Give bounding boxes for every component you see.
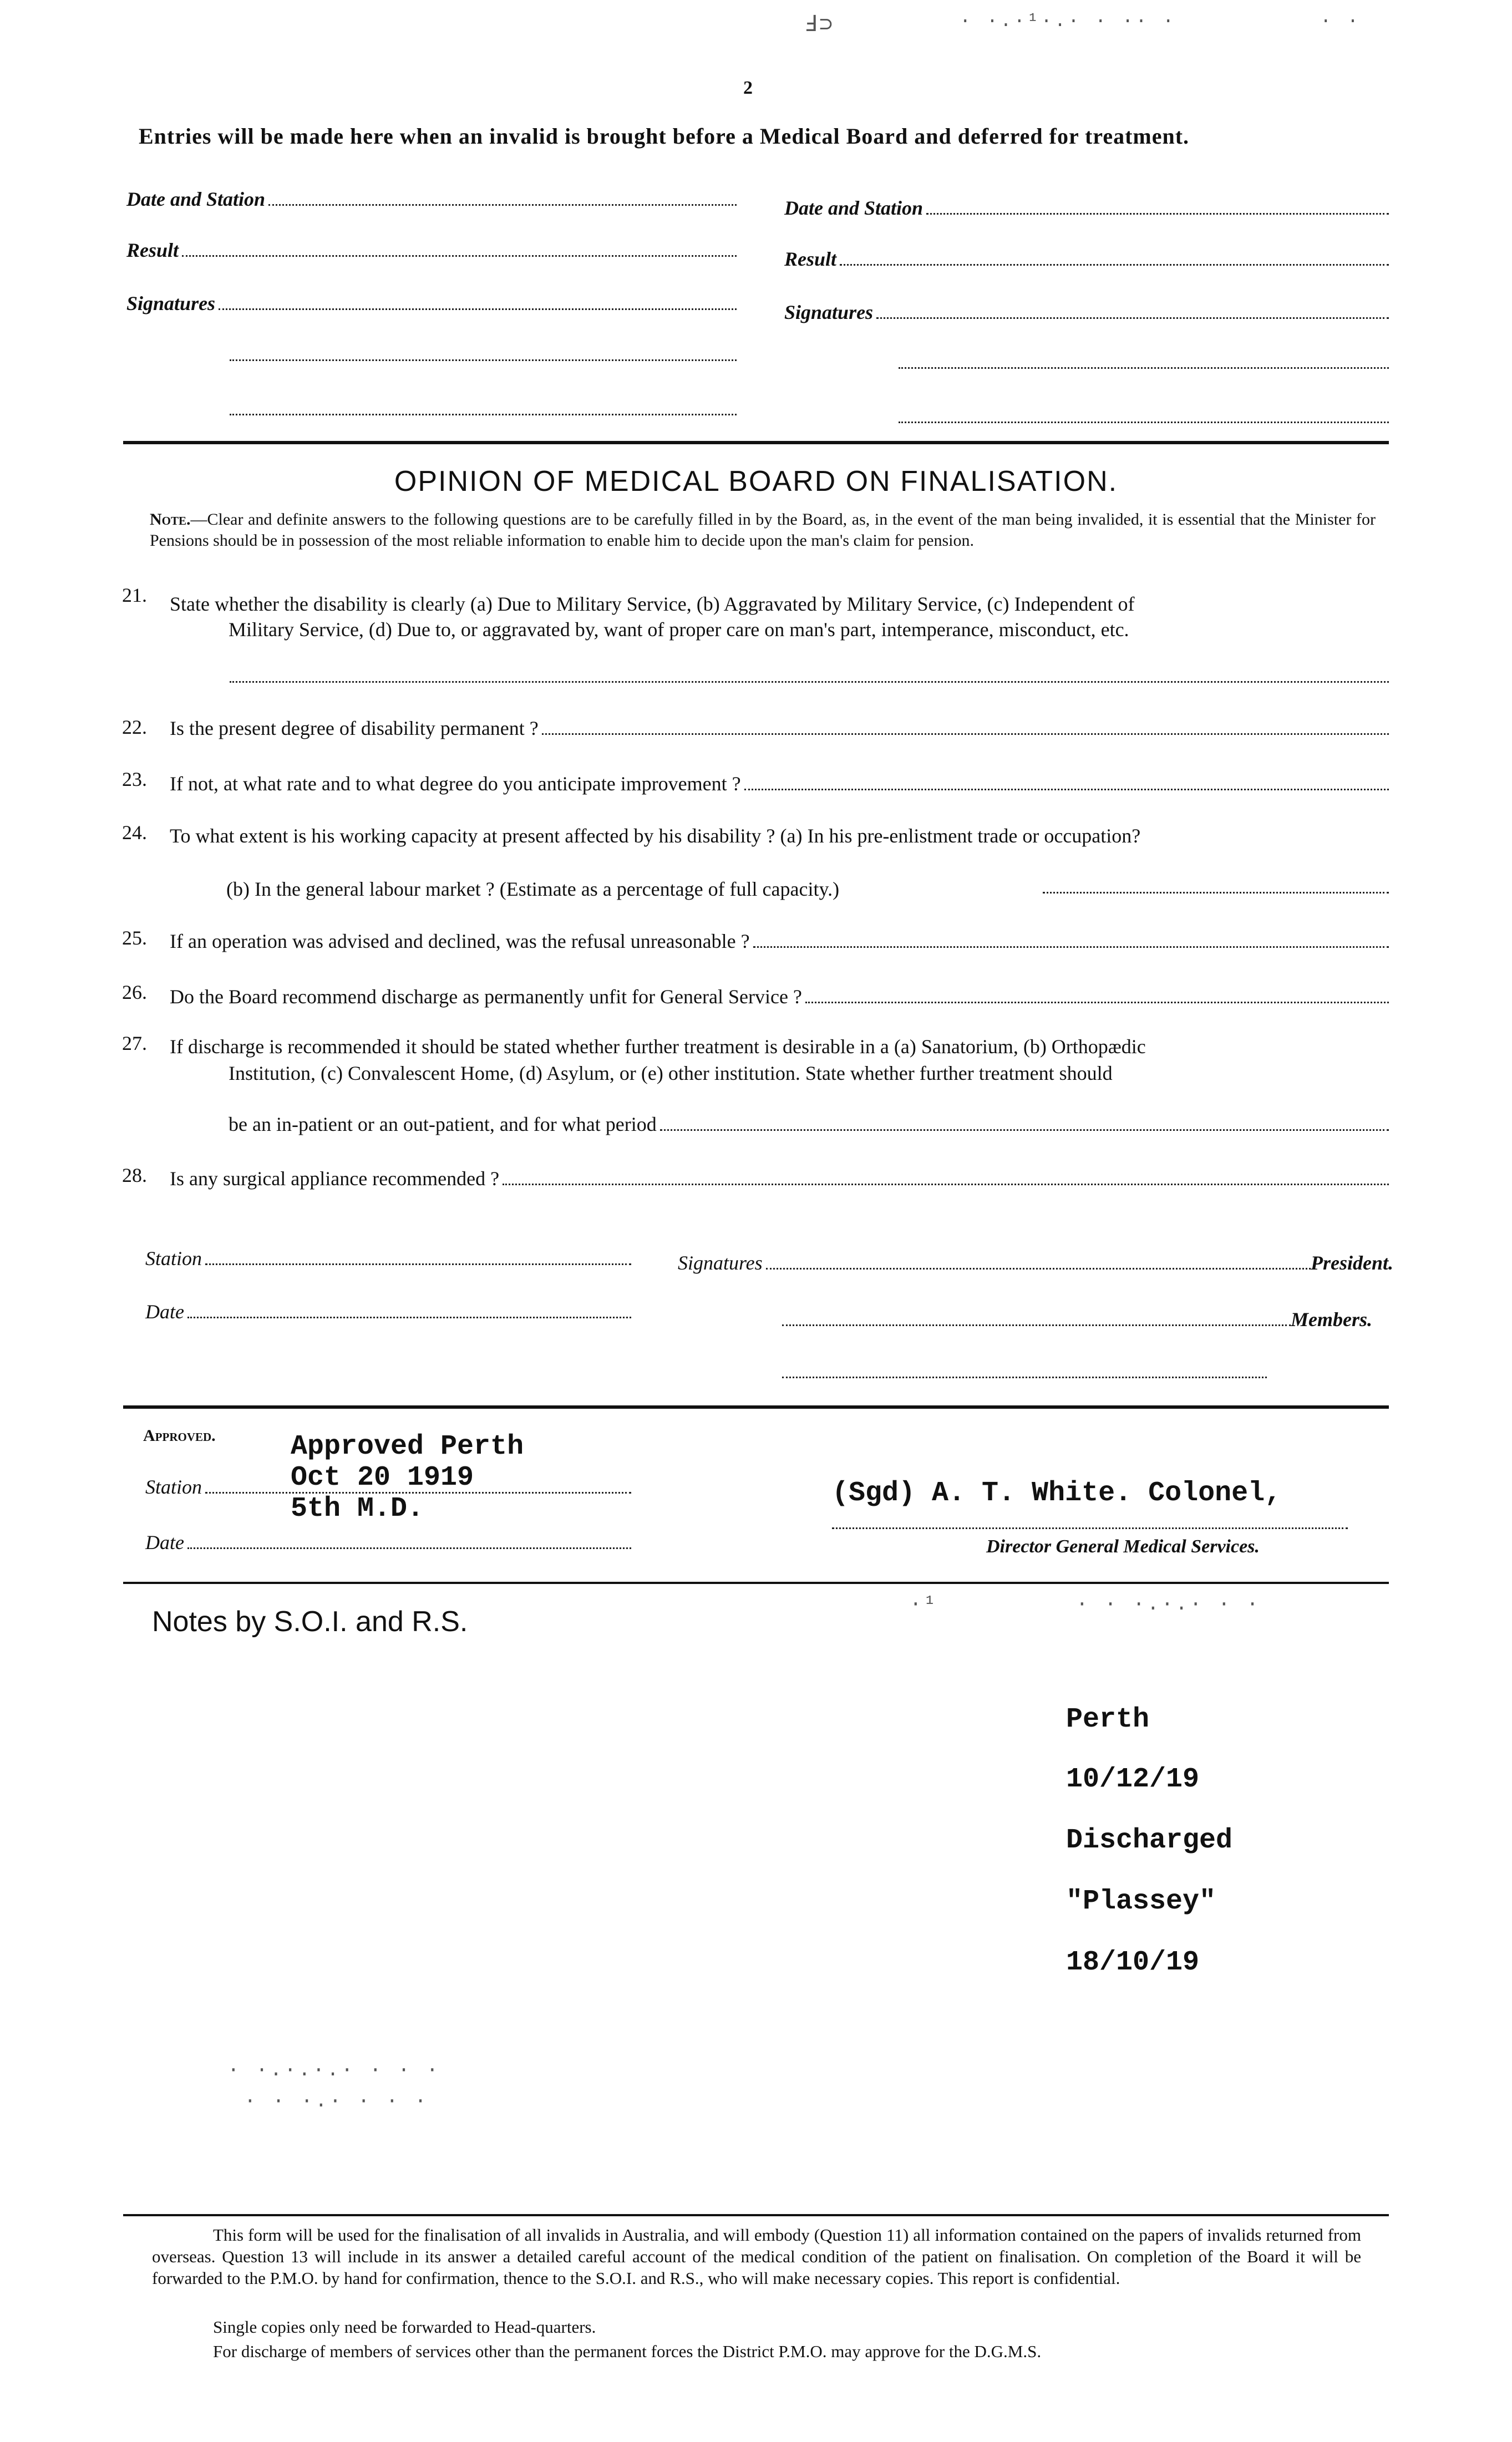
date-station-field-left[interactable] — [126, 187, 737, 211]
approval-signature: (Sgd) A. T. White. Colonel, — [832, 1478, 1282, 1509]
q25-text: If an operation was advised and declined, was the refusal unreasonable ? — [170, 930, 750, 952]
field-label: Date and Station — [126, 188, 266, 210]
section-divider — [123, 1582, 1389, 1584]
approval-stamp-line3: 5th M.D. — [291, 1493, 424, 1525]
board-date-field[interactable] — [145, 1300, 631, 1323]
finalisation-note — [150, 509, 1376, 551]
field-label: Signatures — [126, 292, 216, 314]
q27-text-line2: Institution, (c) Convalescent Home, (d) Asylum, or (e) other institution. State whether further treatment should — [229, 1062, 1113, 1084]
result-field-right[interactable] — [784, 247, 1389, 271]
note-label: Note. — [150, 510, 191, 529]
q27-text-line1: If discharge is recommended it should be stated whether further treatment is desirable in a (a) Sanatorium, (b) Orthopædic — [170, 1035, 1146, 1058]
field-label: Station — [145, 1247, 202, 1270]
question-number: 22. — [122, 716, 147, 738]
bleed-through-mark: · · — [1320, 11, 1361, 32]
result-field-left[interactable] — [126, 238, 737, 262]
approval-title: Director General Medical Services. — [986, 1536, 1260, 1557]
members-label: Members. — [1291, 1308, 1372, 1331]
field-label: Signatures — [678, 1252, 763, 1274]
q22-text: Is the present degree of disability permanent ? — [170, 717, 539, 739]
field-label: Result — [784, 248, 837, 270]
q28-field[interactable] — [170, 1167, 1389, 1190]
signature-line[interactable] — [899, 422, 1389, 423]
footer-paragraph: This form will be used for the finalisation of all invalids in Australia, and will embody (Question 11) all information contained on the papers of invalids returned from overseas. Question 13 will include in its answer a detailed careful account of the medical condition of the patient on finalisation. On completion of the Board it will be forwarded to the P.M.O. by hand for confirmation, thence to the S.O.I. and R.S., who will make necessary copies. This report is confidential. — [152, 2225, 1361, 2288]
dotted-line — [187, 1531, 631, 1549]
signatures-field-left[interactable] — [126, 292, 737, 315]
approval-stamp-line1: Approved Perth — [291, 1431, 524, 1463]
bleed-through-mark: · ·.·.·.· · · · — [227, 2059, 441, 2081]
q23-text: If not, at what rate and to what degree do you anticipate improvement ? — [170, 773, 741, 795]
signature-line[interactable] — [230, 359, 737, 361]
field-label: Result — [126, 239, 179, 261]
member-signature-line[interactable] — [782, 1377, 1267, 1378]
bleed-through-mark: · · ·.· · · · — [244, 2090, 429, 2113]
q26-field[interactable] — [170, 985, 1389, 1008]
notes-line: Discharged — [1066, 1825, 1233, 1856]
board-station-field[interactable] — [145, 1247, 631, 1270]
approved-label: Approved. — [143, 1426, 216, 1445]
q23-field[interactable] — [170, 772, 1389, 795]
section-divider — [123, 441, 1389, 444]
field-label: Station — [145, 1476, 202, 1498]
bleed-through-mark: ·¹ — [910, 1593, 938, 1616]
dotted-line — [660, 1113, 1389, 1131]
notes-line: 10/12/19 — [1066, 1764, 1200, 1795]
dotted-line — [542, 717, 1389, 735]
field-label: Date and Station — [784, 197, 924, 219]
dotted-line — [926, 196, 1389, 215]
dotted-line — [782, 1308, 1291, 1326]
deferred-intro: Entries will be made here when an invalid is brought before a Medical Board and deferred for treatment. — [139, 124, 1190, 149]
signature-line[interactable] — [899, 367, 1389, 369]
approval-date-field[interactable] — [145, 1531, 631, 1554]
footer-paragraph: Single copies only need be forwarded to Head-quarters. — [213, 2317, 596, 2337]
section-divider — [123, 1405, 1389, 1409]
page-number: 2 — [743, 78, 753, 98]
dotted-line — [187, 1300, 631, 1318]
q22-field[interactable] — [170, 717, 1389, 740]
field-label: Signatures — [784, 301, 874, 323]
question-number: 21. — [122, 584, 147, 606]
q28-text: Is any surgical appliance recommended ? — [170, 1167, 500, 1190]
q24-answer-line[interactable] — [1043, 892, 1389, 893]
question-number: 27. — [122, 1032, 147, 1054]
dotted-line — [205, 1247, 631, 1265]
dotted-line — [840, 247, 1389, 266]
note-text: —Clear and definite answers to the following questions are to be carefully filled in by the Board, as, in the event of the man being invalided, it is essential that the Minister for Pensions should be in possession of the most reliable information to enable him to decide upon the man's claim for pension. — [150, 510, 1376, 550]
signatures-field-right[interactable] — [784, 301, 1389, 324]
footer-paragraph: For discharge of members of services other than the permanent forces the District P.M.O. may approve for the D.G.M.S. — [213, 2342, 1042, 2361]
notes-line: "Plassey" — [1066, 1886, 1216, 1917]
notes-heading: Notes by S.O.I. and R.S. — [152, 1606, 468, 1638]
question-number: 23. — [122, 768, 147, 790]
q24-text-line1: To what extent is his working capacity at present affected by his disability ? (a) In his pre-enlistment trade or occupation? — [170, 825, 1141, 847]
dotted-line — [766, 1251, 1311, 1270]
q21-text-line2: Military Service, (d) Due to, or aggravated by, want of proper care on man's part, intemperance, misconduct, etc. — [229, 618, 1129, 641]
finalisation-heading: OPINION OF MEDICAL BOARD ON FINALISATION. — [394, 465, 1118, 497]
question-number: 25. — [122, 927, 147, 949]
notes-line: 18/10/19 — [1066, 1947, 1200, 1978]
dotted-line — [503, 1167, 1389, 1185]
signature-line[interactable] — [230, 414, 737, 415]
field-label: Date — [145, 1531, 184, 1553]
bleed-through-mark: · · ·.·.· · · — [1076, 1593, 1261, 1616]
bleed-through-mark: Ⅎ⊃ — [804, 13, 835, 38]
dotted-line — [219, 292, 737, 310]
approval-stamp-line2: Oct 20 1919 — [291, 1462, 474, 1494]
q21-text-line1: State whether the disability is clearly (a) Due to Military Service, (b) Aggravated by Military Service, (c) Independent of — [170, 593, 1135, 615]
date-station-field-right[interactable] — [784, 196, 1389, 220]
bleed-through-mark: · ·.·¹·.· · ·· · — [960, 11, 1176, 32]
approval-signature-line[interactable] — [832, 1527, 1348, 1529]
dotted-line — [876, 301, 1389, 319]
q25-field[interactable] — [170, 930, 1389, 953]
q21-answer-line[interactable] — [230, 681, 1389, 683]
q26-text: Do the Board recommend discharge as permanently unfit for General Service ? — [170, 986, 802, 1008]
q27-text-line3: be an in-patient or an out-patient, and for what period — [229, 1113, 657, 1135]
question-number: 24. — [122, 821, 147, 844]
dotted-line — [182, 238, 737, 257]
dotted-line — [753, 930, 1389, 948]
board-members-field[interactable] — [782, 1308, 1372, 1331]
field-label: Date — [145, 1301, 184, 1323]
dotted-line — [268, 187, 737, 206]
notes-line: Perth — [1066, 1704, 1150, 1735]
q27-field[interactable] — [229, 1113, 1389, 1136]
q24-text-line2: (b) In the general labour market ? (Estimate as a percentage of full capacity.) — [226, 878, 840, 900]
question-number: 26. — [122, 981, 147, 1003]
board-president-field[interactable] — [678, 1251, 1393, 1275]
footer-divider — [123, 2214, 1389, 2216]
president-label: President. — [1311, 1252, 1393, 1274]
dotted-line — [744, 772, 1389, 790]
question-number: 28. — [122, 1164, 147, 1186]
dotted-line — [805, 985, 1389, 1003]
